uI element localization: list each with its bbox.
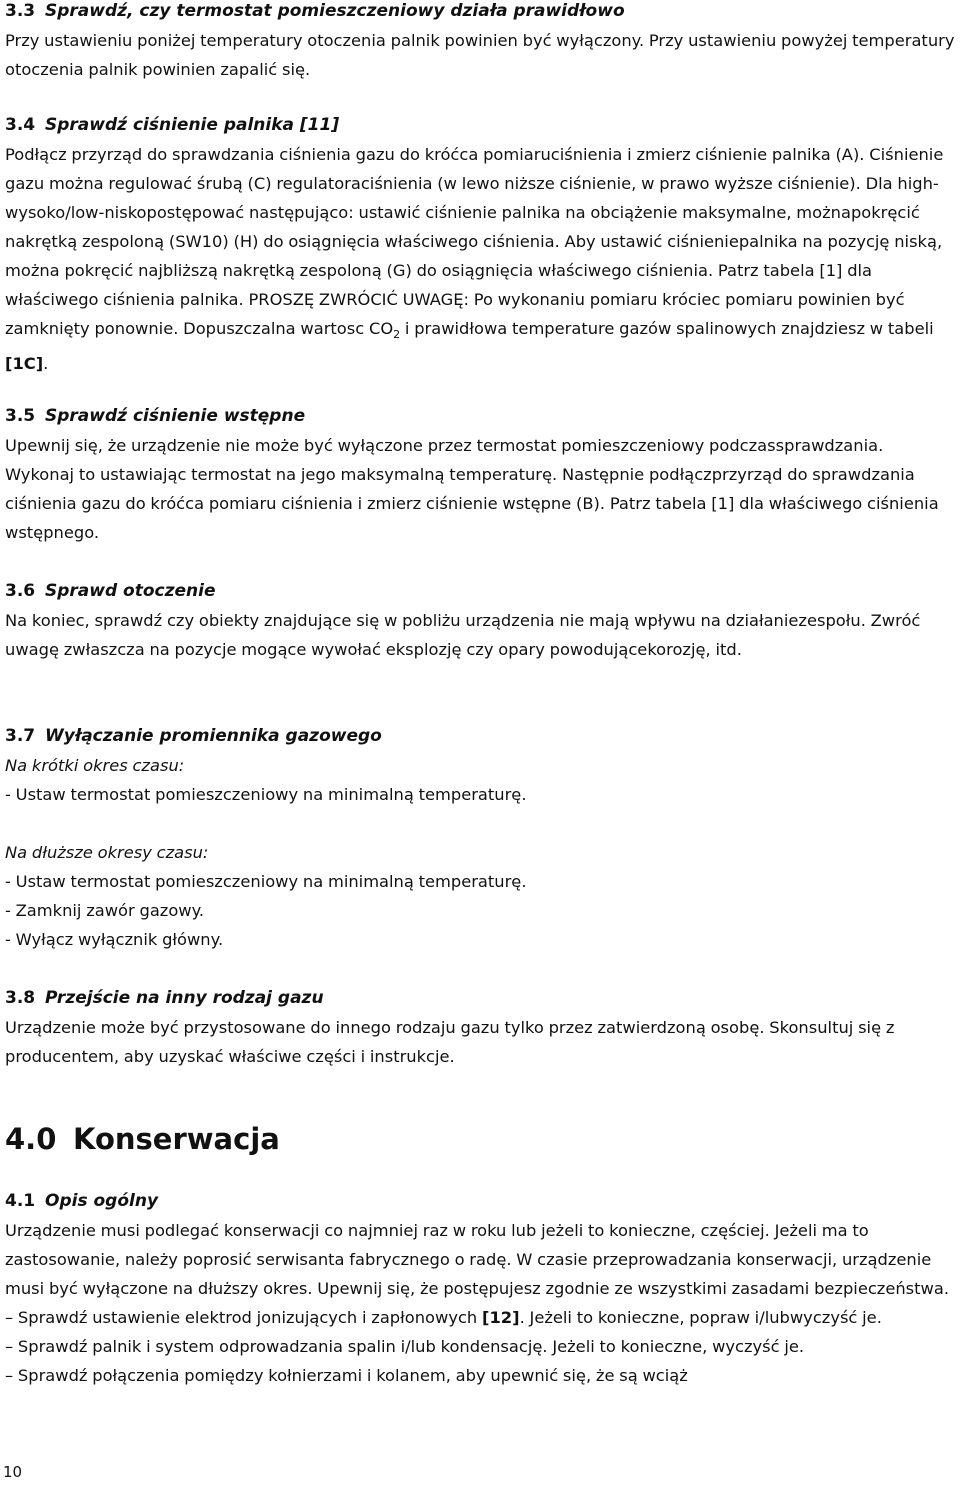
- spacer: [5, 809, 955, 838]
- paragraph-text: i prawidłowa temperature gazów spalinowych znajdziesz w tabeli: [400, 319, 934, 338]
- list-item-text: . Jeżeli to konieczne, popraw i/lubwyczyść je.: [519, 1308, 882, 1327]
- paragraph-text: .: [43, 354, 49, 373]
- section-paragraph: Przy ustawieniu poniżej temperatury otoczenia palnik powinien być wyłączony. Przy ustawieniu powyżej temperatury otoczenia palnik powinien zapalić się.: [5, 31, 955, 79]
- section-number: 3.4: [5, 115, 36, 135]
- section-3-7: [5, 722, 955, 954]
- section-3-5: [5, 402, 955, 547]
- section-heading: [5, 722, 955, 751]
- section-paragraph: Urządzenie może być przystosowane do innego rodzaju gazu tylko przez zatwierdzoną osobę. Skonsultuj się z producentem, aby uzyskać właściwe części i instrukcje.: [5, 1018, 895, 1066]
- section-paragraph: [5, 140, 955, 378]
- chapter-heading: [5, 1119, 955, 1159]
- list-item: – Sprawdź połączenia pomiędzy kołnierzami i kolanem, aby upewnić się, że są wciąż: [5, 1366, 688, 1385]
- list-item: - Ustaw termostat pomieszczeniowy na minimalną temperaturę.: [5, 872, 527, 891]
- section-number: 3.5: [5, 406, 36, 426]
- section-heading: [5, 0, 955, 26]
- list-item: - Wyłącz wyłącznik główny.: [5, 930, 224, 949]
- section-number: 3.3: [5, 1, 36, 21]
- section-number: 3.8: [5, 988, 36, 1008]
- section-4-1: [5, 1187, 955, 1390]
- short-term-label: Na krótki okres czasu:: [5, 756, 185, 775]
- section-3-3: [5, 0, 955, 84]
- section-heading: [5, 402, 955, 431]
- section-3-6: [5, 577, 955, 664]
- figure-reference: [12]: [482, 1308, 520, 1327]
- list-item: - Ustaw termostat pomieszczeniowy na minimalną temperaturę.: [5, 785, 527, 804]
- long-term-label: Na dłuższe okresy czasu:: [5, 843, 209, 862]
- section-title: Sprawdź ciśnienie wstępne: [45, 406, 306, 426]
- list-item: – Sprawdź palnik i system odprowadzania spalin i/lub kondensację. Jeżeli to konieczne, wyczyść je.: [5, 1337, 805, 1356]
- section-number: 4.1: [5, 1191, 36, 1211]
- section-paragraph: Na koniec, sprawdź czy obiekty znajdujące się w pobliżu urządzenia nie mają wpływu na działaniezespołu. Zwróć uwagę zwłaszcza na pozycje mogące wywołać eksplozję czy opary powodującekorozję, itd.: [5, 611, 921, 659]
- section-heading: [5, 984, 955, 1013]
- section-paragraph: Upewnij się, że urządzenie nie może być wyłączone przez termostat pomieszczeniowy podczassprawdzania. Wykonaj to ustawiając termostat na jego maksymalną temperaturę. Następnie podłączprzyrząd do sprawdzania ciśnienia gazu do króćca pomiaru ciśnienia i zmierz ciśnienie wstępne (B). Patrz tabela [1] dla właściwego ciśnienia wstępnego.: [5, 436, 939, 542]
- chapter-4-0: [5, 1119, 955, 1159]
- list-item-text: – Sprawdź ustawienie elektrod jonizujących i zapłonowych: [5, 1308, 483, 1327]
- section-title: Opis ogólny: [45, 1191, 159, 1211]
- section-number: 3.6: [5, 581, 36, 601]
- section-3-8: [5, 984, 955, 1071]
- section-title: Sprawdź, czy termostat pomieszczeniowy działa prawidłowo: [45, 1, 625, 21]
- section-title: Sprawdź ciśnienie palnika [11]: [45, 115, 340, 135]
- page-number: 10: [3, 1463, 23, 1481]
- section-3-4: [5, 111, 955, 378]
- list-item: - Zamknij zawór gazowy.: [5, 901, 205, 920]
- subscript: 2: [393, 328, 401, 341]
- section-heading: [5, 577, 955, 606]
- section-title: Wyłączanie promiennika gazowego: [45, 726, 382, 746]
- chapter-title: Konserwacja: [73, 1122, 280, 1156]
- chapter-number: 4.0: [5, 1122, 57, 1156]
- section-title: Przejście na inny rodzaj gazu: [45, 988, 324, 1008]
- table-reference: [1C]: [5, 354, 44, 373]
- section-heading: [5, 111, 955, 140]
- section-heading: [5, 1187, 955, 1216]
- section-paragraph: Urządzenie musi podlegać konserwacji co najmniej raz w roku lub jeżeli to konieczne, częściej. Jeżeli ma to zastosowanie, należy poprosić serwisanta fabrycznego o radę. W czasie przeprowadzania konserwacji, urządzenie musi być wyłączone na dłuższy okres. Upewnij się, że postępujesz zgodnie ze wszystkimi zasadami bezpieczeństwa.: [5, 1221, 950, 1298]
- section-number: 3.7: [5, 726, 36, 746]
- section-title: Sprawd otoczenie: [45, 581, 216, 601]
- paragraph-text: Podłącz przyrząd do sprawdzania ciśnienia gazu do króćca pomiaruciśnienia i zmierz ciśnienie palnika (A). Ciśnienie gazu można regulować śrubą (C) regulatoraciśnienia (w lewo niższe ciśnienie, w prawo wyższe ciśnienie). Dla high-wysoko/low-niskopostępować następująco: ustawić ciśnienie palnika na obciążenie maksymalne, możnapokręcić nakrętką zespoloną (SW10) (H) do osiągnięcia właściwego ciśnienia. Aby ustawić ciśnieniepalnika na pozycję niską, można pokręcić najbliższą nakrętką zespoloną (G) do osiągnięcia właściwego ciśnienia. Patrz tabela [1] dla właściwego ciśnienia palnika. PROSZĘ ZWRÓCIĆ UWAGĘ: Po wykonaniu pomiaru króciec pomiaru powinien być zamknięty ponownie. Dopuszczalna wartosc CO: [5, 145, 944, 338]
- list-item: [5, 1303, 955, 1332]
